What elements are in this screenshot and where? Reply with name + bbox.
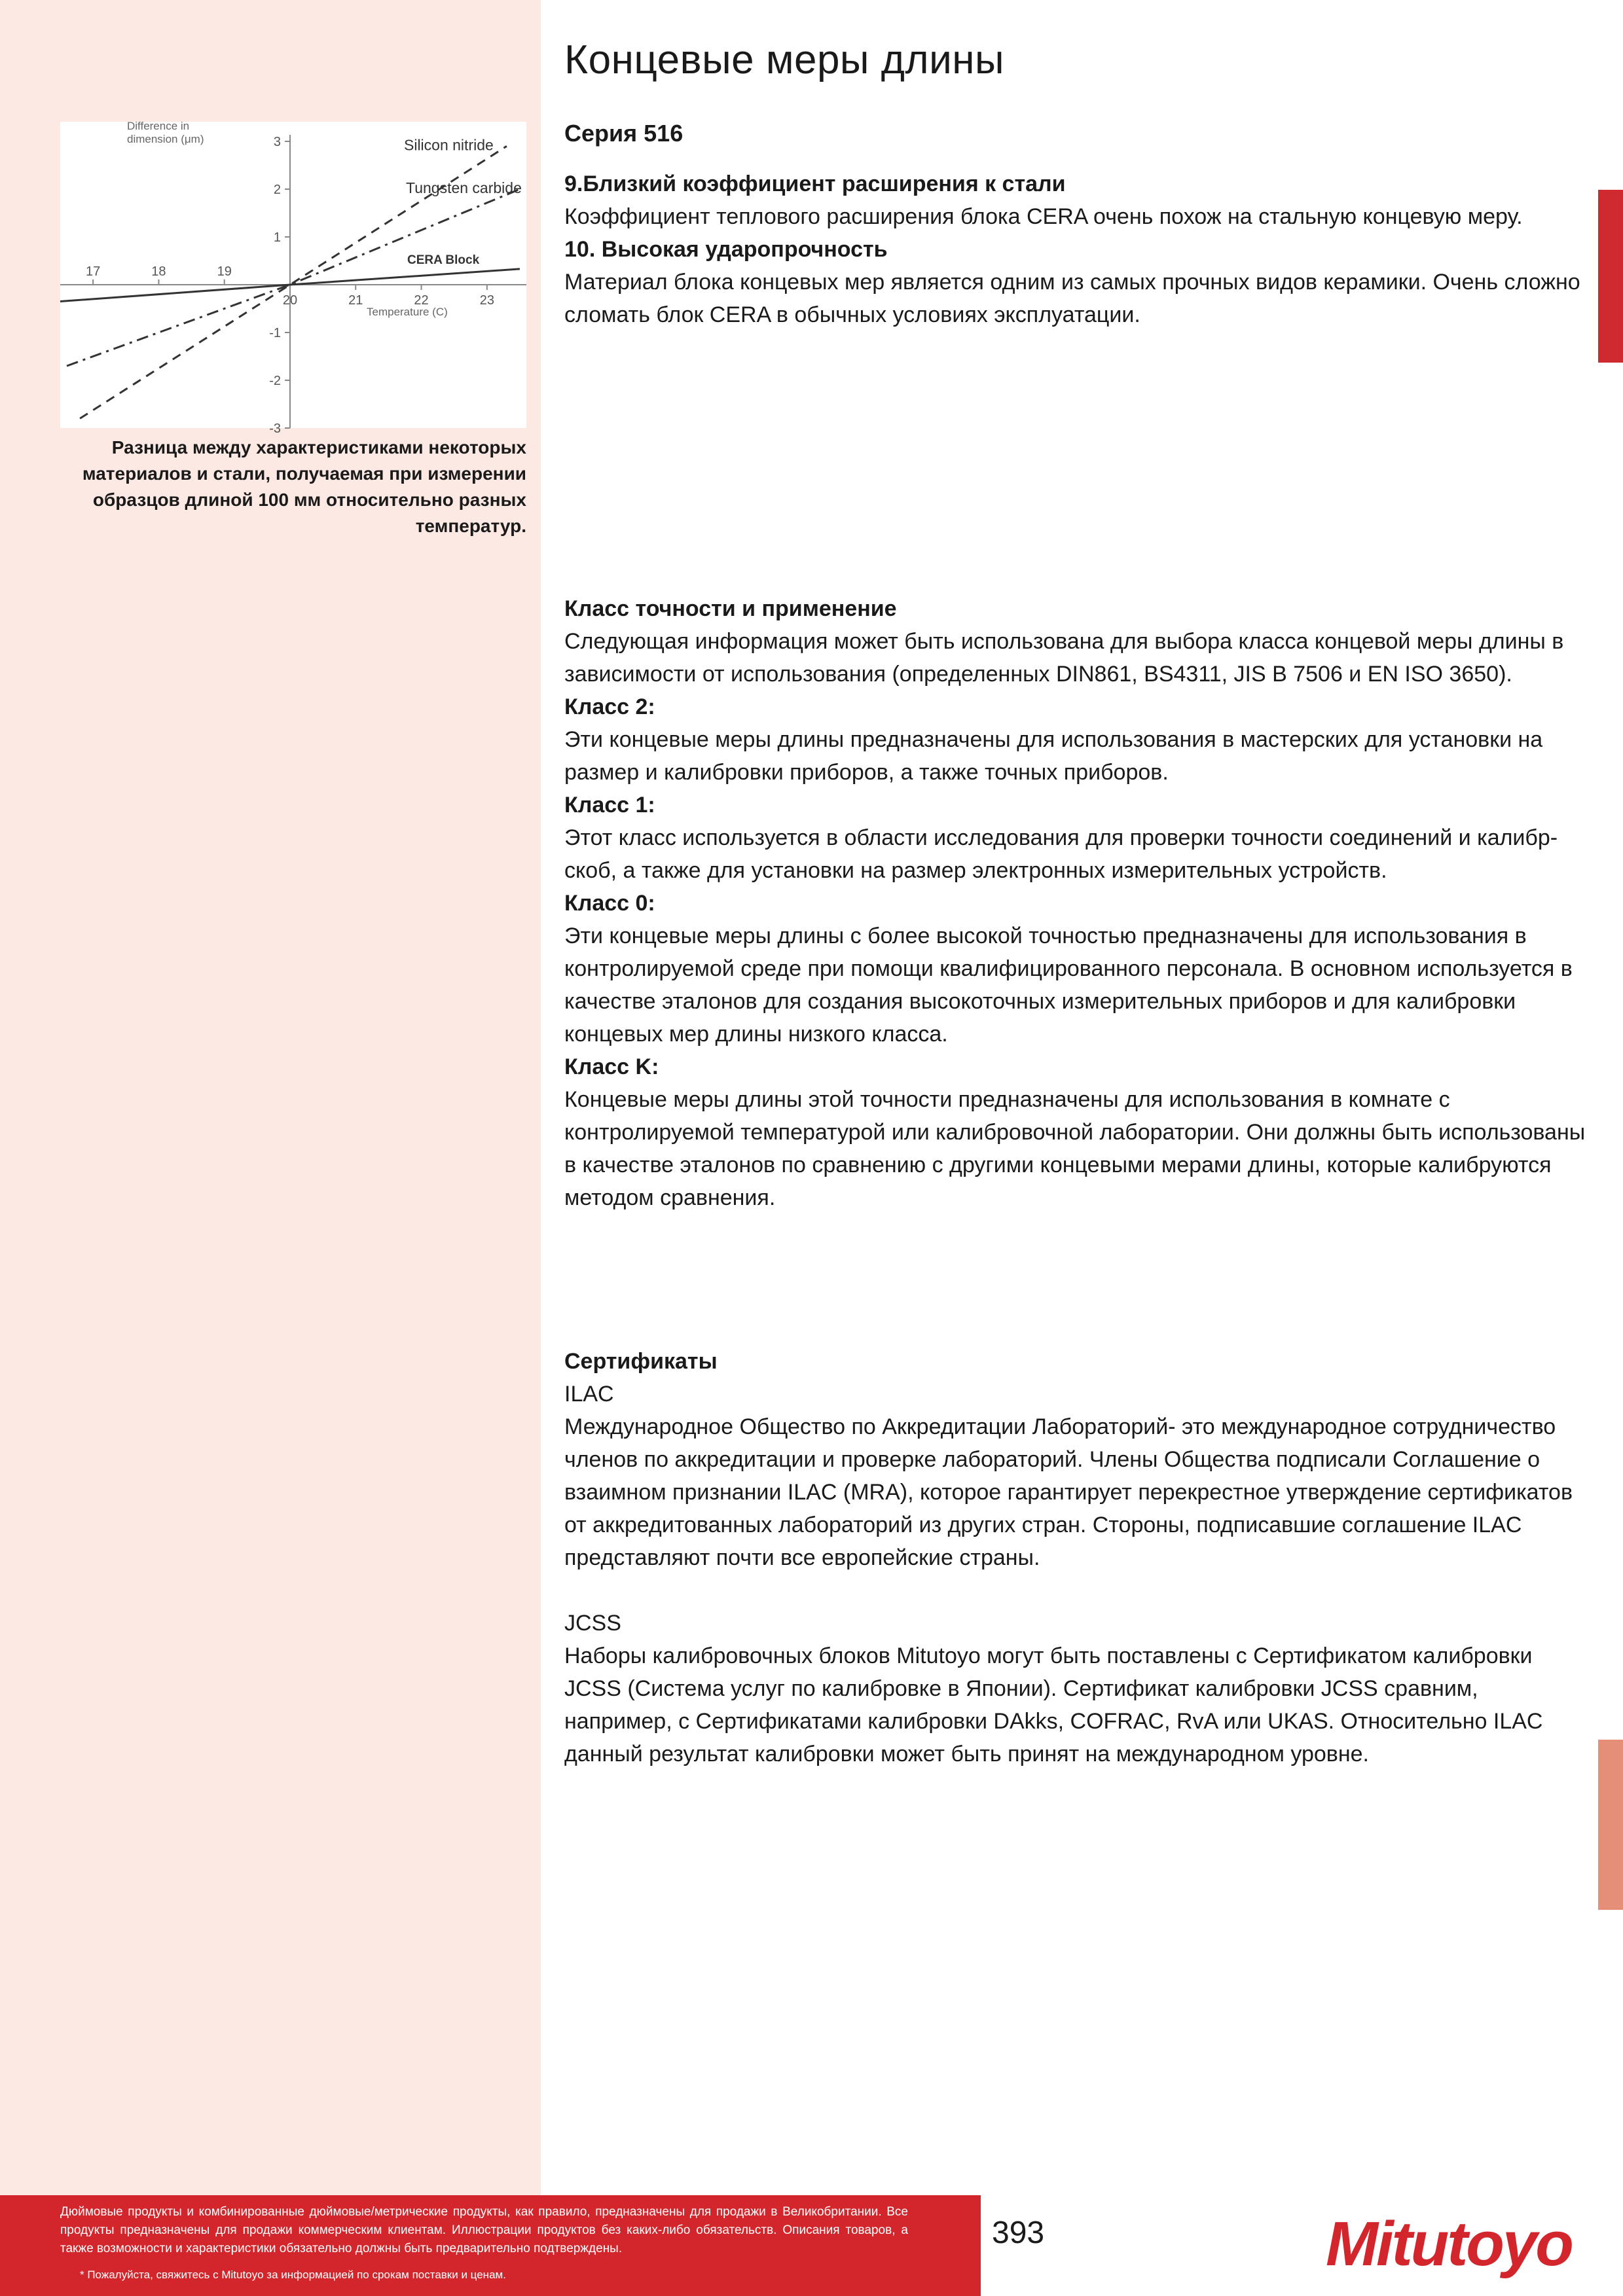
chart-svg xyxy=(60,120,526,436)
footer-disclaimer: Дюймовые продукты и комбинированные дюймовые/метрические продукты, как правило, предназначены для продажи в Великобритании. Все продукты предназначены для продажи коммерческим клиентам. Иллюстрации продуктов без каких-либо обязательств. Описания товаров, а также возможности и характеристики обязательно должны быть предварительно подтверждены. xyxy=(60,2205,908,2255)
section-accuracy-class xyxy=(564,592,1586,1214)
y-tick-label: 2 xyxy=(273,183,281,197)
text-class-0: Эти концевые меры длины с более высокой точностью предназначены для использования в контролируемой среде при помощи квалифицированного персонала. В основном используется в качестве эталонов для создания высокоточных измерительных приборов и для калибровки концевых мер длины низкого класса. xyxy=(564,924,1573,1047)
heading-ilac: ILAC xyxy=(564,1382,614,1407)
x-tick-label: 23 xyxy=(479,293,494,308)
heading-expansion: 9.Близкий коэффициент расширения к стали xyxy=(564,171,1066,196)
text-jcss: Наборы калибровочных блоков Mitutoyo могут быть поставлены с Сертификатом калибровки JCSS (Система услуг по калибровке в Японии). Сертификат калибровки JCSS сравним, например, с Сертификатами калибровки DAkks, COFRAC, RvA или UKAS. Относительно ILAC данный результат калибровки может быть принят на международном уровне. xyxy=(564,1643,1543,1767)
text-expansion: Коэффициент теплового расширения блока CERA очень похож на стальную концевую меру. xyxy=(564,204,1523,229)
x-tick-label: 22 xyxy=(414,293,429,308)
chart-ylabel-line1: Difference in xyxy=(127,120,190,132)
y-tick-label: -3 xyxy=(269,422,281,436)
text-class-2: Эти концевые меры длины предназначены для использования в мастерских для установки на размер и калибровки приборов, а также точных приборов. xyxy=(564,727,1543,785)
text-class-1: Этот класс используется в области исследования для проверки точности соединений и калибр-скоб, а также для установки на размер электронных измерительных устройств. xyxy=(564,825,1558,883)
text-class-k: Концевые меры длины этой точности предназначены для использования в комнате с контролируемой температурой или калибровочной лаборатории. Они должны быть использованы в качестве эталонов по сравнению с другими концевыми мерами длины, которые калибруются методом сравнения. xyxy=(564,1087,1586,1210)
heading-class-k: Класс K: xyxy=(564,1054,659,1079)
x-tick-label: 20 xyxy=(282,293,298,308)
series-label-1: Silicon nitride xyxy=(404,136,494,154)
spacer xyxy=(564,1574,1586,1607)
thermal-expansion-chart xyxy=(60,120,526,436)
page-title: Концевые меры длины xyxy=(564,37,1005,82)
series-label-3: CERA Block xyxy=(407,253,480,267)
text-accuracy-intro: Следующая информация может быть использована для выбора класса концевой меры длины в зависимости от использования (определенных DIN861, BS4311, JIS B 7506 и EN ISO 3650). xyxy=(564,629,1564,687)
mitutoyo-logo: Mitutoyo xyxy=(1326,2209,1572,2279)
heading-class-0: Класс 0: xyxy=(564,891,655,916)
section-tab-marker-top xyxy=(1598,190,1623,363)
section-properties xyxy=(564,168,1586,331)
heading-class-1: Класс 1: xyxy=(564,793,655,817)
series-label: Серия 516 xyxy=(564,120,684,147)
chart-xlabel: Temperature (C) xyxy=(367,306,448,318)
series-label-2: Tungsten carbide xyxy=(406,179,522,196)
footer-note: * Пожалуйста, свяжитесь с Mitutoyo за информацией по срокам поставки и ценам. xyxy=(80,2269,506,2281)
y-tick-label: -2 xyxy=(269,374,281,388)
y-tick-label: -1 xyxy=(269,326,281,340)
page-footer xyxy=(0,2195,1623,2296)
chart-caption: Разница между характеристиками некоторых материалов и стали, получаемая при измерении образцов длиной 100 мм относительно разных температур. xyxy=(82,437,526,536)
section-tab-marker-bottom xyxy=(1598,1740,1623,1910)
heading-jcss: JCSS xyxy=(564,1611,621,1636)
text-ilac: Международное Общество по Аккредитации Лабораторий- это международное сотрудничество членов по аккредитации и проверке лабораторий. Члены Общества подписали Соглашение о взаимном признании ILAC (MRA), которое гарантирует перекрестное утверждение сертификатов от аккредитованных лабораторий из других стран. Стороны, подписавшие соглашение ILAC представляют почти все европейские страны. xyxy=(564,1414,1573,1570)
chart-ylabel-line2: dimension (μm) xyxy=(127,133,204,145)
y-tick-label: 1 xyxy=(273,230,281,245)
heading-accuracy-class: Класс точности и применение xyxy=(564,596,897,621)
text-impact: Материал блока концевых мер является одним из самых прочных видов керамики. Очень сложно сломать блок CERA в обычных условиях эксплуатации. xyxy=(564,270,1580,327)
heading-class-2: Класс 2: xyxy=(564,694,655,719)
x-tick-label: 21 xyxy=(348,293,363,308)
y-tick-label: 3 xyxy=(273,135,281,149)
x-tick-label: 17 xyxy=(86,264,101,279)
heading-certificates: Сертификаты xyxy=(564,1349,718,1374)
heading-impact: 10. Высокая ударопрочность xyxy=(564,237,888,262)
x-tick-label: 19 xyxy=(217,264,232,279)
section-certificates xyxy=(564,1345,1586,1770)
x-tick-label: 18 xyxy=(151,264,166,279)
footer-disclaimer-band xyxy=(0,2195,981,2296)
page-number: 393 xyxy=(992,2215,1045,2250)
series-line-2 xyxy=(67,189,520,366)
